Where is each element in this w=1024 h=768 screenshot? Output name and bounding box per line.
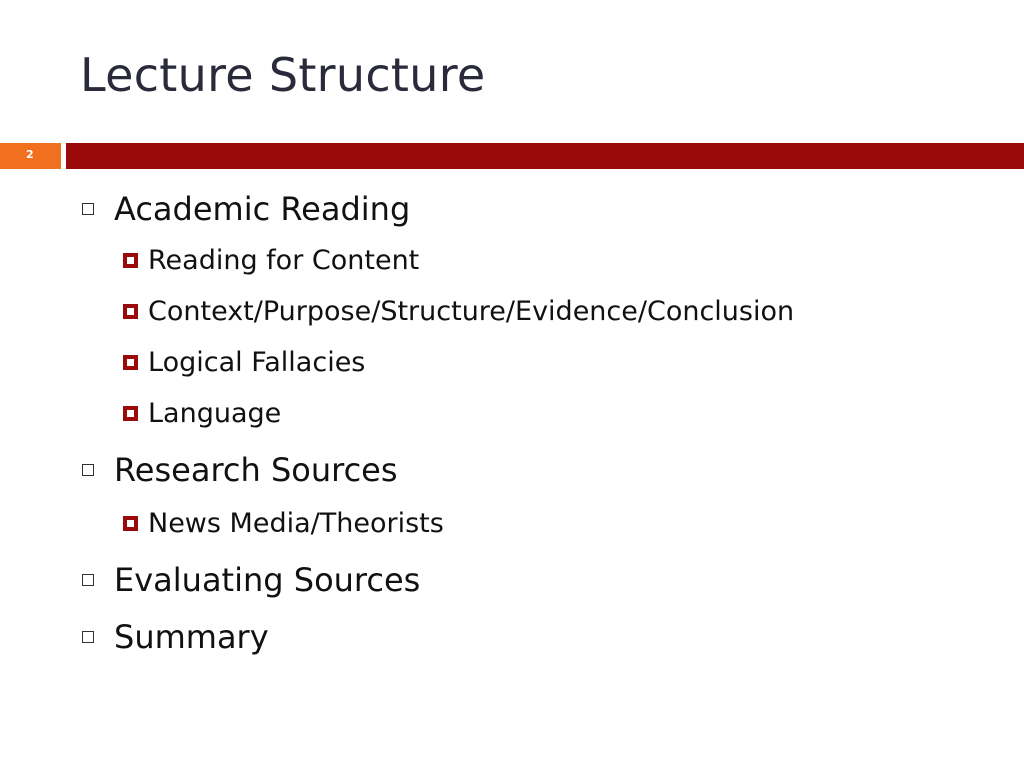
filled-square-bullet-icon <box>123 253 138 268</box>
sub-bullet-item <box>123 347 365 378</box>
bullet-text: Research Sources <box>114 451 398 489</box>
slide-number: 2 <box>26 148 34 161</box>
sub-bullet-item <box>123 245 419 276</box>
sub-bullet-text: News Media/Theorists <box>148 508 444 539</box>
sub-bullet-text: Language <box>148 398 282 429</box>
bullet-item <box>82 618 269 656</box>
filled-square-bullet-icon <box>123 355 138 370</box>
hollow-square-bullet-icon <box>82 464 94 476</box>
bullet-item <box>82 451 398 489</box>
filled-square-bullet-icon <box>123 304 138 319</box>
hollow-square-bullet-icon <box>82 631 94 643</box>
slide-title: Lecture Structure <box>80 48 486 102</box>
sub-bullet-text: Context/Purpose/Structure/Evidence/Conclusion <box>148 296 795 327</box>
bullet-text: Summary <box>114 618 269 656</box>
sub-bullet-item <box>123 398 281 429</box>
sub-bullet-text: Logical Fallacies <box>148 347 366 378</box>
sub-bullet-text: Reading for Content <box>148 245 420 276</box>
sub-bullet-item <box>123 296 794 327</box>
bullet-text: Evaluating Sources <box>114 561 421 599</box>
hollow-square-bullet-icon <box>82 203 94 215</box>
bullet-item <box>82 190 410 228</box>
filled-square-bullet-icon <box>123 516 138 531</box>
filled-square-bullet-icon <box>123 406 138 421</box>
bullet-item <box>82 561 420 599</box>
hollow-square-bullet-icon <box>82 574 94 586</box>
bullet-text: Academic Reading <box>114 190 411 228</box>
sub-bullet-item <box>123 508 444 539</box>
